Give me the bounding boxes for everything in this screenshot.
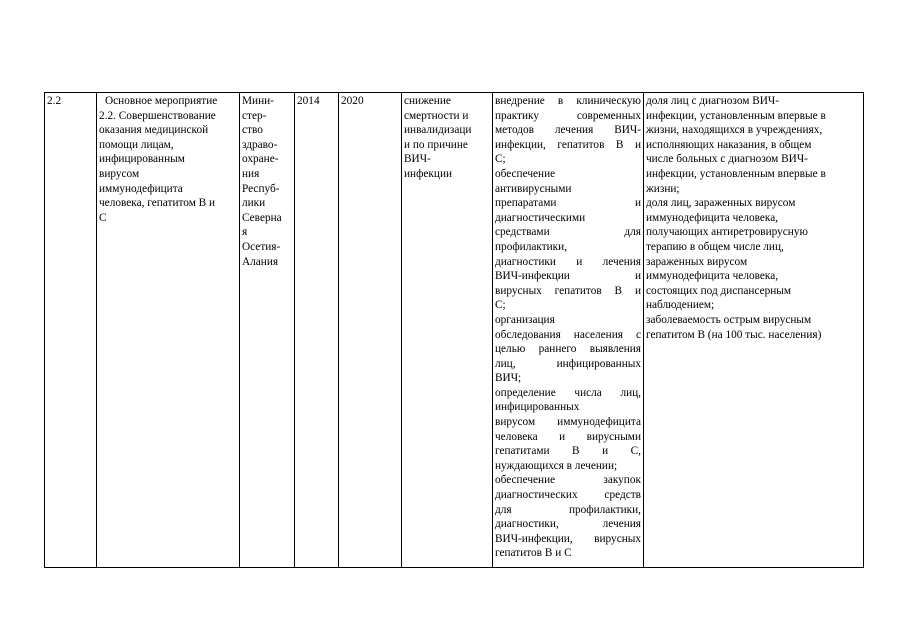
executor-line: лики xyxy=(242,197,266,210)
result-line: снижение xyxy=(404,95,451,107)
indicator-line: заболеваемость острым вирусным xyxy=(646,313,812,326)
direction-line: нуждающихся в лечении; xyxy=(495,459,618,472)
executor-line: Респуб- xyxy=(242,182,280,195)
executor-line: Северна xyxy=(242,211,282,224)
direction-line: внедрение в клиническую xyxy=(495,95,641,107)
indicator-line: получающих антиретровирусную xyxy=(646,226,808,239)
direction-line: средствами для xyxy=(495,226,641,239)
direction-line: лиц, инфицированных xyxy=(495,357,641,370)
event-line: 2.2. Совершенствование xyxy=(99,109,216,122)
result-line: смертности и xyxy=(404,109,469,122)
direction-line: гепатитов В и С xyxy=(495,547,572,560)
indicator-line: гепатитом В (на 100 тыс. населения) xyxy=(646,328,822,341)
direction-line: определение числа лиц, xyxy=(495,386,641,399)
direction-line: диагностическими xyxy=(495,211,586,224)
executor-line: стер- xyxy=(242,109,267,122)
indicator-line: инфекции, установленным впервые в xyxy=(646,109,826,122)
direction-line: С; xyxy=(495,153,506,166)
indicators-text xyxy=(646,94,861,342)
event-cell xyxy=(97,93,240,568)
end-year-cell xyxy=(339,93,402,568)
event-line: человека, гепатитом В и xyxy=(99,197,216,210)
directions-cell xyxy=(493,93,644,568)
direction-line: целью раннего выявления xyxy=(495,343,641,356)
event-description xyxy=(99,109,237,226)
indicator-line: иммунодефицита человека, xyxy=(646,270,779,283)
direction-line: обследования населения с xyxy=(495,328,641,341)
executor-line: Алания xyxy=(242,255,279,268)
indicator-line: терапию в общем числе лиц, xyxy=(646,240,784,253)
end-year: 2020 xyxy=(341,95,364,107)
start-year: 2014 xyxy=(297,95,320,107)
direction-line: ВИЧ; xyxy=(495,372,522,385)
direction-line: ВИЧ-инфекции и xyxy=(495,270,641,283)
event-line: С xyxy=(99,211,107,224)
executor-line: я xyxy=(242,226,248,239)
direction-line: инфицированных xyxy=(495,401,580,414)
event-line: инфицированным xyxy=(99,153,185,166)
indicator-line: доля лиц, зараженных вирусом xyxy=(646,197,796,210)
direction-line: гепатитами В и С, xyxy=(495,445,641,458)
start-year-cell xyxy=(295,93,339,568)
row-number: 2.2 xyxy=(47,95,62,107)
event-title: Основное мероприятие xyxy=(105,95,218,107)
direction-line: диагностики и лечения xyxy=(495,255,641,268)
direction-line: диагностических средств xyxy=(495,489,641,502)
executor-cell xyxy=(240,93,295,568)
program-events-table xyxy=(44,92,864,568)
directions-text xyxy=(495,94,641,561)
executor-line: ния xyxy=(242,167,260,180)
indicator-line: наблюдением; xyxy=(646,299,715,312)
executor-line: охране- xyxy=(242,153,279,166)
direction-line: С; xyxy=(495,299,506,312)
result-line: инвалидизаци xyxy=(404,124,472,137)
direction-line: методов лечения ВИЧ- xyxy=(495,124,641,137)
direction-line: диагностики, лечения xyxy=(495,518,641,531)
executor-text xyxy=(242,94,292,269)
indicator-line: жизни, находящихся в учреждениях, xyxy=(646,124,823,137)
direction-line: обеспечение закупок xyxy=(495,474,641,487)
indicators-cell xyxy=(644,93,864,568)
direction-line: профилактики, xyxy=(495,240,568,253)
indicator-line: состоящих под диспансерным xyxy=(646,284,792,297)
event-line: иммунодефицита xyxy=(99,182,183,195)
indicator-line: исполняющих наказания, в общем xyxy=(646,138,812,151)
direction-line: инфекции, гепатитов В и xyxy=(495,138,641,151)
indicator-line: жизни; xyxy=(646,182,680,195)
expected-result-cell xyxy=(402,93,493,568)
indicator-line: числе больных с диагнозом ВИЧ- xyxy=(646,153,808,166)
executor-line: ство xyxy=(242,124,263,137)
event-line: помощи лицам, xyxy=(99,138,174,151)
result-line: инфекции xyxy=(404,167,453,180)
indicator-line: доля лиц с диагнозом ВИЧ- xyxy=(646,95,780,107)
event-line: оказания медицинской xyxy=(99,124,209,137)
direction-line: для профилактики, xyxy=(495,503,641,516)
indicator-line: иммунодефицита человека, xyxy=(646,211,779,224)
direction-line: организация xyxy=(495,313,555,326)
direction-line: вирусом иммунодефицита xyxy=(495,416,641,429)
direction-line: антивирусными xyxy=(495,182,572,195)
indicator-line: зараженных вирусом xyxy=(646,255,748,268)
direction-line: препаратами и xyxy=(495,197,641,210)
direction-line: ВИЧ-инфекции, вирусных xyxy=(495,532,641,545)
expected-result-text xyxy=(404,94,490,182)
direction-line: вирусных гепатитов В и xyxy=(495,284,641,297)
table-row xyxy=(45,93,864,568)
event-line: вирусом xyxy=(99,167,140,180)
indicator-line: инфекции, установленным впервые в xyxy=(646,167,826,180)
result-line: и по причине xyxy=(404,138,468,151)
executor-line: здраво- xyxy=(242,138,278,151)
executor-line: Мини- xyxy=(242,95,274,107)
result-line: ВИЧ- xyxy=(404,153,431,166)
executor-line: Осетия- xyxy=(242,240,281,253)
direction-line: обеспечение xyxy=(495,167,556,180)
direction-line: человека и вирусными xyxy=(495,430,641,443)
direction-line: практику современных xyxy=(495,109,641,122)
row-number-cell xyxy=(45,93,97,568)
